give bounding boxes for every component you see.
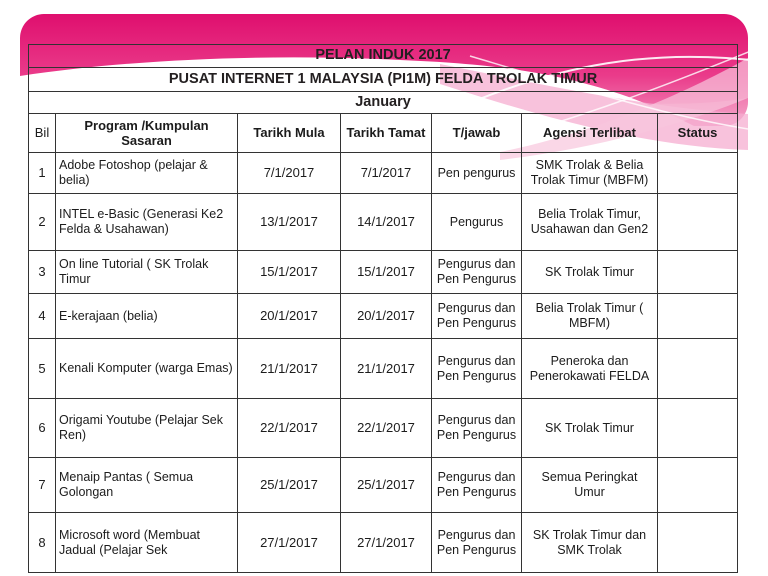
tarikh-tamat-cell: 25/1/2017 (341, 458, 432, 513)
tarikh-tamat-cell: 7/1/2017 (341, 153, 432, 194)
table-row (29, 251, 738, 294)
status-cell (658, 251, 738, 294)
tarikh-tamat-cell: 14/1/2017 (341, 194, 432, 251)
schedule-table (28, 44, 738, 573)
tarikh-mula-cell: 25/1/2017 (238, 458, 341, 513)
agensi-cell: SK Trolak Timur (522, 399, 658, 458)
bil-cell: 1 (29, 153, 56, 194)
bil-cell: 6 (29, 399, 56, 458)
bil-cell: 7 (29, 458, 56, 513)
program-cell: Menaip Pantas ( Semua Golongan (56, 458, 238, 513)
col-header-agensi: Agensi Terlibat (522, 114, 658, 153)
tarikh-tamat-cell: 21/1/2017 (341, 339, 432, 399)
table-row (29, 294, 738, 339)
plan-title: PELAN INDUK 2017 (29, 45, 738, 68)
tarikh-mula-cell: 20/1/2017 (238, 294, 341, 339)
tarikh-mula-cell: 13/1/2017 (238, 194, 341, 251)
agensi-cell: Belia Trolak Timur ( MBFM) (522, 294, 658, 339)
tarikh-tamat-cell: 15/1/2017 (341, 251, 432, 294)
bil-cell: 8 (29, 513, 56, 573)
status-cell (658, 294, 738, 339)
tarikh-tamat-cell: 27/1/2017 (341, 513, 432, 573)
table-row (29, 399, 738, 458)
banner-title-row (29, 45, 738, 68)
table-row (29, 339, 738, 399)
status-cell (658, 458, 738, 513)
bil-cell: 4 (29, 294, 56, 339)
col-header-tjawab: T/jawab (432, 114, 522, 153)
status-cell (658, 339, 738, 399)
banner-subtitle-row (29, 68, 738, 92)
status-cell (658, 194, 738, 251)
table-row (29, 153, 738, 194)
status-cell (658, 399, 738, 458)
agensi-cell: Belia Trolak Timur, Usahawan dan Gen2 (522, 194, 658, 251)
status-cell (658, 153, 738, 194)
tjawab-cell: Pengurus dan Pen Pengurus (432, 513, 522, 573)
center-name-title: PUSAT INTERNET 1 MALAYSIA (PI1M) FELDA TROLAK TIMUR (29, 68, 738, 92)
agensi-cell: Peneroka dan Penerokawati FELDA (522, 339, 658, 399)
tarikh-mula-cell: 21/1/2017 (238, 339, 341, 399)
month-label: January (29, 92, 738, 114)
program-cell: Kenali Komputer (warga Emas) (56, 339, 238, 399)
agensi-cell: SMK Trolak & Belia Trolak Timur (MBFM) (522, 153, 658, 194)
column-header-row (29, 114, 738, 153)
tarikh-mula-cell: 22/1/2017 (238, 399, 341, 458)
agensi-cell: SK Trolak Timur dan SMK Trolak (522, 513, 658, 573)
schedule-table-body (29, 153, 738, 573)
program-cell: On line Tutorial ( SK Trolak Timur (56, 251, 238, 294)
tjawab-cell: Pengurus dan Pen Pengurus (432, 399, 522, 458)
program-cell: Adobe Fotoshop (pelajar & belia) (56, 153, 238, 194)
col-header-tarikh-mula: Tarikh Mula (238, 114, 341, 153)
table-row (29, 513, 738, 573)
tjawab-cell: Pengurus dan Pen Pengurus (432, 251, 522, 294)
tarikh-mula-cell: 15/1/2017 (238, 251, 341, 294)
tjawab-cell: Pengurus dan Pen Pengurus (432, 339, 522, 399)
agensi-cell: SK Trolak Timur (522, 251, 658, 294)
tarikh-mula-cell: 27/1/2017 (238, 513, 341, 573)
tjawab-cell: Pen pengurus (432, 153, 522, 194)
program-cell: INTEL e-Basic (Generasi Ke2 Felda & Usahawan) (56, 194, 238, 251)
agensi-cell: Semua Peringkat Umur (522, 458, 658, 513)
bil-cell: 3 (29, 251, 56, 294)
month-row (29, 92, 738, 114)
table-row (29, 458, 738, 513)
tarikh-tamat-cell: 22/1/2017 (341, 399, 432, 458)
tjawab-cell: Pengurus dan Pen Pengurus (432, 294, 522, 339)
table-row (29, 194, 738, 251)
bil-cell: 5 (29, 339, 56, 399)
program-cell: E-kerajaan (belia) (56, 294, 238, 339)
tjawab-cell: Pengurus dan Pen Pengurus (432, 458, 522, 513)
col-header-bil: Bil (29, 114, 56, 153)
tarikh-tamat-cell: 20/1/2017 (341, 294, 432, 339)
status-cell (658, 513, 738, 573)
tjawab-cell: Pengurus (432, 194, 522, 251)
col-header-status: Status (658, 114, 738, 153)
col-header-program: Program /Kumpulan Sasaran (56, 114, 238, 153)
bil-cell: 2 (29, 194, 56, 251)
program-cell: Microsoft word (Membuat Jadual (Pelajar Sek (56, 513, 238, 573)
tarikh-mula-cell: 7/1/2017 (238, 153, 341, 194)
program-cell: Origami Youtube (Pelajar Sek Ren) (56, 399, 238, 458)
col-header-tarikh-tamat: Tarikh Tamat (341, 114, 432, 153)
